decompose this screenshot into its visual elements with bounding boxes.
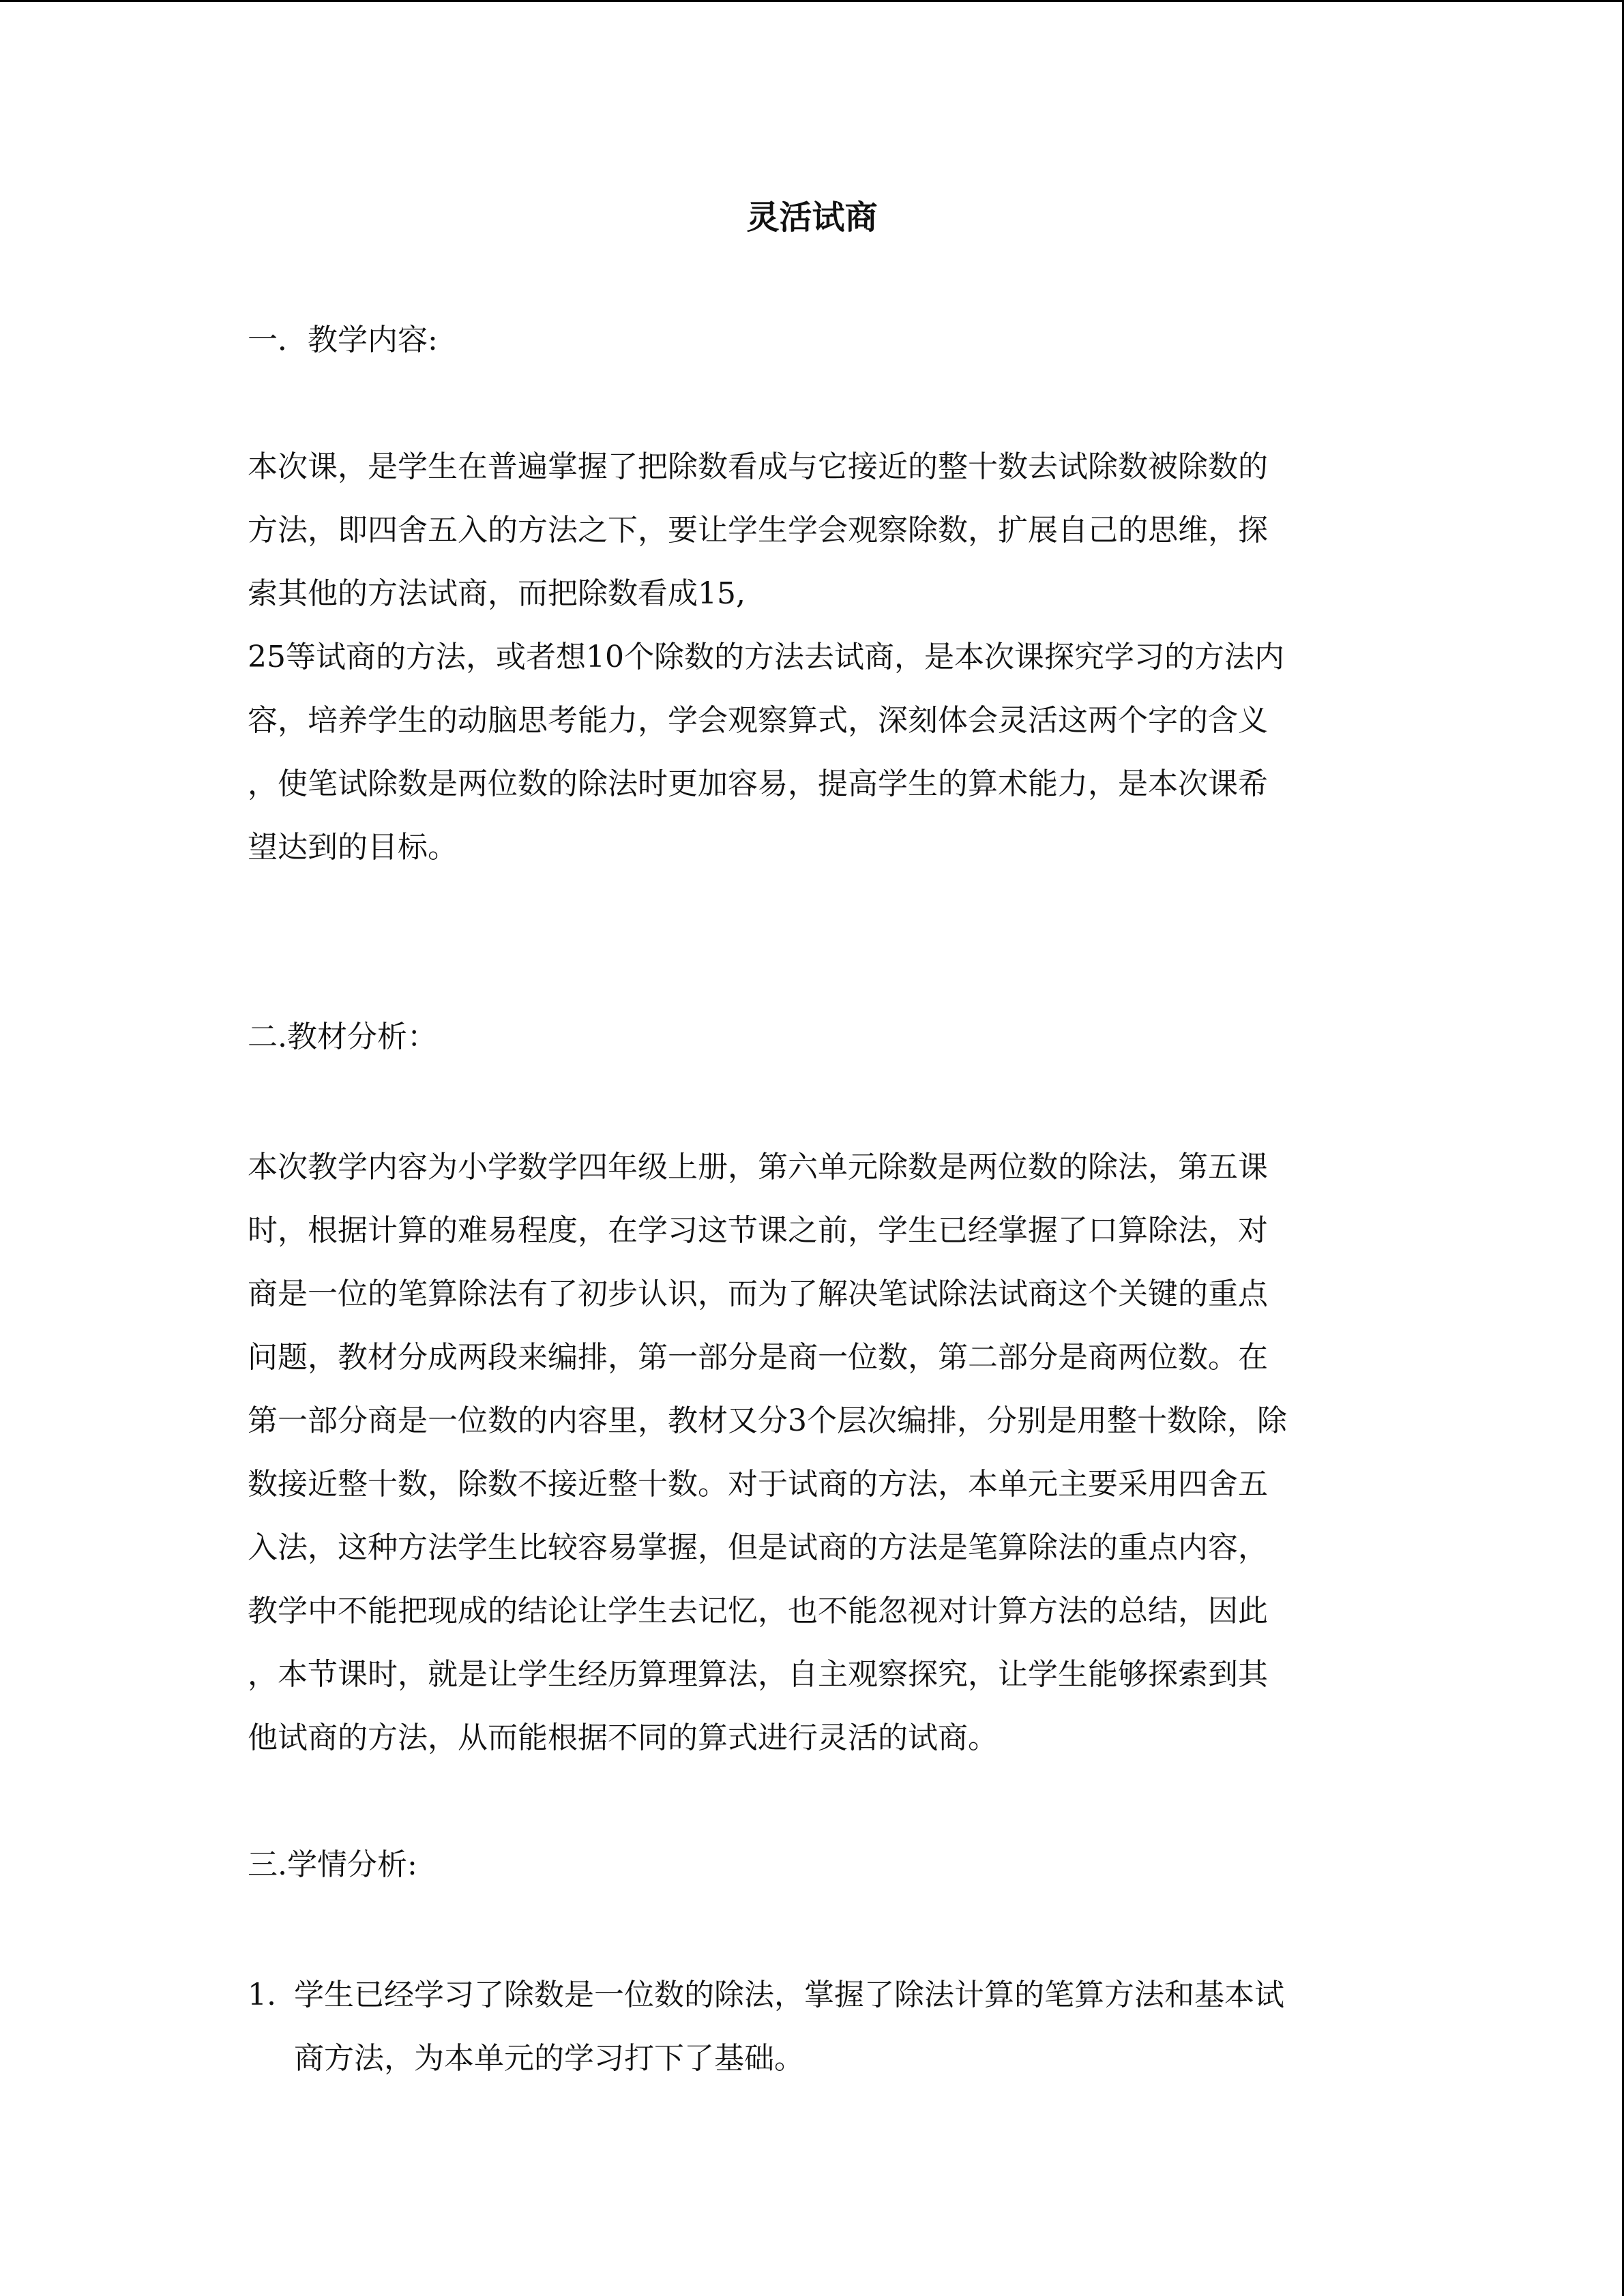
paragraph-line: 数接近整十数，除数不接近整十数。对于试商的方法，本单元主要采用四舍五: [248, 1467, 1268, 1502]
paragraph-line: 问题，教材分成两段来编排，第一部分是商一位数，第二部分是商两位数。在: [248, 1340, 1268, 1375]
paragraph-line: 商是一位的笔算除法有了初步认识，而为了解决笔试除法试商这个关键的重点: [248, 1277, 1268, 1311]
section-heading-student-analysis: 三.学情分析:: [248, 1847, 417, 1882]
paragraph-line: ，使笔试除数是两位数的除法时更加容易，提高学生的算术能力，是本次课希: [248, 766, 1268, 801]
paragraph-line: 索其他的方法试商，而把除数看成15,: [248, 576, 745, 611]
list-item-number: 1.: [248, 1978, 276, 2012]
paragraph-line: 他试商的方法，从而能根据不同的算式进行灵活的试商。: [248, 1720, 998, 1755]
paragraph-line: 入法，这种方法学生比较容易掌握，但是试商的方法是笔算除法的重点内容，: [248, 1530, 1268, 1565]
paragraph-line: 望达到的目标。: [248, 830, 458, 865]
paragraph-line: 时，根据计算的难易程度，在学习这节课之前，学生已经掌握了口算除法，对: [248, 1213, 1268, 1248]
list-item-line: 学生已经学习了除数是一位数的除法，掌握了除法计算的笔算方法和基本试: [294, 1978, 1284, 2012]
paragraph-line: 方法，即四舍五入的方法之下，要让学生学会观察除数，扩展自己的思维，探: [248, 513, 1268, 548]
section-paragraph-material-analysis: [248, 1135, 1383, 1770]
paragraph-line: ，本节课时，就是让学生经历算理算法，自主观察探究，让学生能够探索到其: [248, 1657, 1268, 1692]
paragraph-line: 容，培养学生的动脑思考能力，学会观察算式，深刻体会灵活这两个字的含义: [248, 703, 1268, 738]
section-heading-material-analysis: 二.教材分析：: [248, 1019, 437, 1054]
paragraph-line: 本次课，是学生在普遍掌握了把除数看成与它接近的整十数去试除数被除数的: [248, 449, 1268, 484]
paragraph-line: 第一部分商是一位数的内容里，教材又分3个层次编排，分别是用整十数除，除: [248, 1403, 1287, 1438]
section-paragraph-teaching-content: [248, 435, 1383, 879]
section-heading-teaching-content: 一．教学内容:: [248, 323, 438, 357]
paragraph-line: 教学中不能把现成的结论让学生去记忆，也不能忽视对计算方法的总结，因此: [248, 1594, 1268, 1628]
list-item-text: [294, 1963, 1284, 2090]
paragraph-line: 本次教学内容为小学数学四年级上册，第六单元除数是两位数的除法，第五课: [248, 1150, 1268, 1184]
document-title: 灵活试商: [746, 198, 878, 237]
paragraph-line: 25等试商的方法，或者想10个除数的方法去试商，是本次课探究学习的方法内: [248, 640, 1284, 674]
list-item-line: 商方法，为本单元的学习打下了基础。: [294, 2041, 804, 2076]
